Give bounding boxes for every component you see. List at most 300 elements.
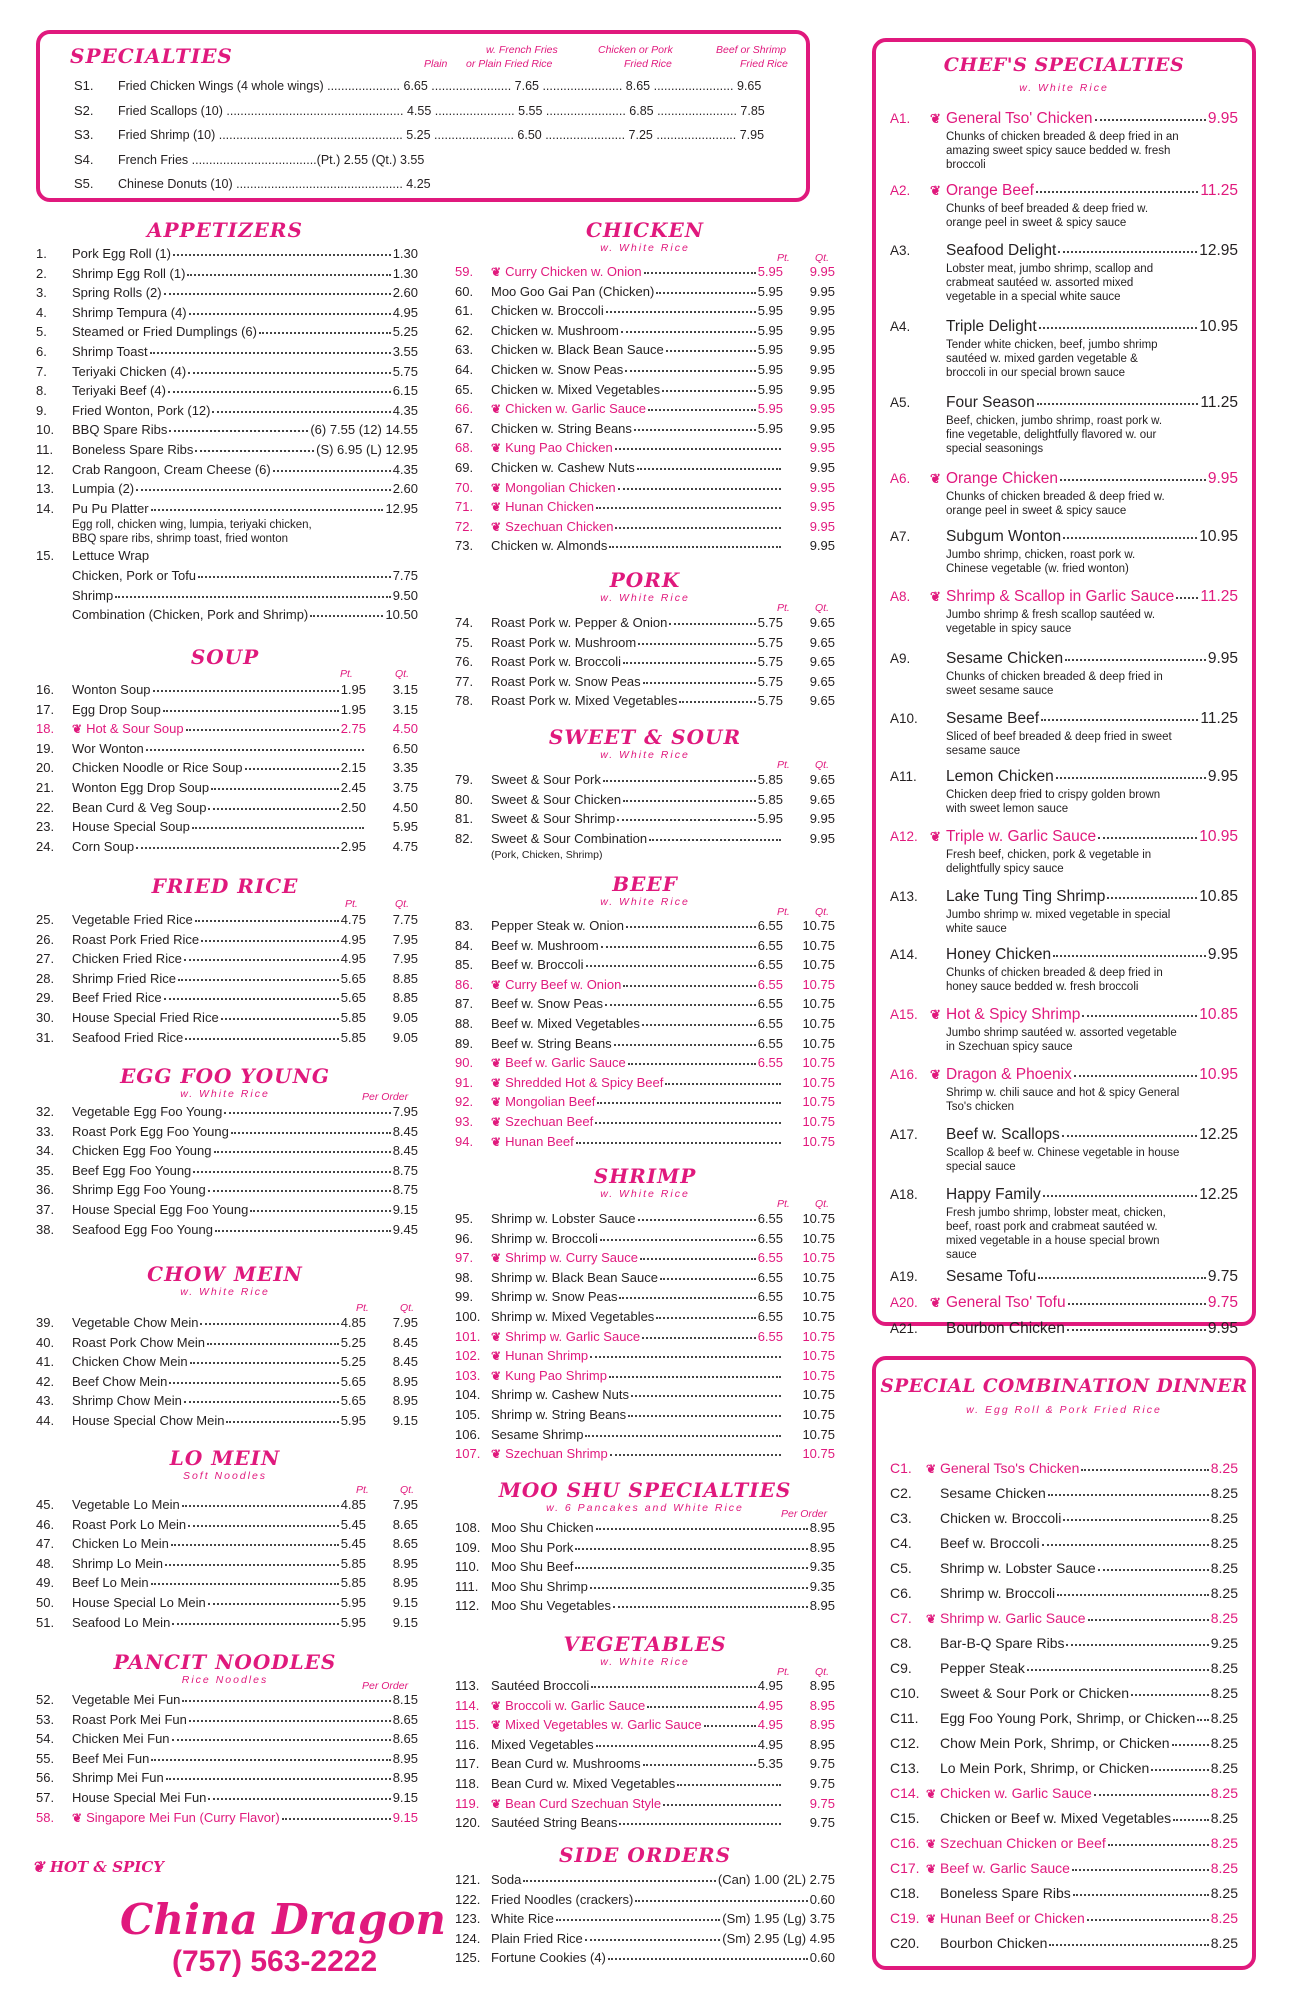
item-price-large: 9.15 (392, 1614, 418, 1630)
item-price: 11.25 (1200, 182, 1238, 199)
item-number: A13. (890, 889, 918, 904)
leader-dots (600, 1229, 756, 1241)
item-number: 48. (36, 1555, 55, 1571)
item-price-large: 9.95 (809, 830, 835, 846)
item-name: Crab Rangoon, Cream Cheese (6) (72, 461, 271, 477)
combo-item (890, 1585, 1238, 1610)
item-number: 93. (455, 1113, 474, 1129)
leader-dots (656, 1307, 755, 1319)
leader-dots (214, 1141, 391, 1153)
item-price: 8.25 (1210, 1835, 1238, 1851)
item-name: Chicken w. Broccoli (940, 1510, 1062, 1526)
egg-foo-young-list (36, 1104, 418, 1241)
item-name: House Special Egg Foo Young (72, 1201, 249, 1217)
item-price-large: 8.95 (392, 1555, 418, 1571)
item-price: 6.55 (757, 1308, 783, 1324)
leader-dots (523, 1870, 716, 1882)
combo-item (890, 1485, 1238, 1510)
item-name: Vegetable Chow Mein (72, 1315, 199, 1330)
specialties-col-chicken-b: Fried Rice (624, 58, 672, 70)
item-name: Chicken w. Garlic Sauce (940, 1785, 1092, 1801)
leader-dots (1098, 1559, 1209, 1571)
item-number: 28. (36, 970, 55, 986)
pepper-icon: ❦ (32, 1858, 45, 1876)
specialty-line: Chinese Donuts (10) ................................................ 4.25 (118, 177, 431, 191)
pepper-icon: ❦ (491, 1796, 502, 1811)
item-number: C4. (890, 1535, 912, 1551)
item-name: Mixed Vegetables (491, 1736, 594, 1752)
item-name: Broccoli w. Garlic Sauce (505, 1697, 646, 1713)
item-price-large: 9.95 (809, 538, 835, 554)
side-orders-list (455, 1872, 835, 1970)
item-price: 8.25 (1210, 1685, 1238, 1701)
item-price-large: 8.85 (392, 970, 418, 986)
item-price: 8.25 (1210, 1585, 1238, 1601)
chef-special-item (890, 1320, 1238, 1340)
leader-dots (1038, 1267, 1206, 1279)
hot-spicy-legend (32, 1858, 164, 1876)
item-price: 2.45 (340, 779, 366, 795)
item-price: 5.75 (757, 634, 783, 650)
pepper-icon: ❦ (491, 1075, 502, 1090)
item-price-large: 10.75 (802, 1074, 835, 1090)
leader-dots (1067, 1319, 1206, 1331)
item-description: Chunks of chicken breaded & deep fried in an amazing sweet spicy sauce bedded w. fresh broccoli (946, 131, 1179, 171)
item-number: C17. (890, 1860, 920, 1876)
item-price: 9.95 (1207, 946, 1238, 963)
item-name: Bar-B-Q Spare Ribs (940, 1635, 1065, 1651)
leader-dots (198, 566, 391, 578)
item-name: Szechuan Shrimp (505, 1446, 608, 1462)
pepper-icon: ❦ (930, 471, 941, 486)
item-name: Vegetable Egg Foo Young (72, 1104, 223, 1119)
leader-dots (1042, 1534, 1209, 1546)
item-price-large: 10.75 (802, 1113, 835, 1129)
item-name: Szechuan Beef (505, 1113, 594, 1129)
leader-dots (590, 1577, 808, 1589)
item-number: A6. (890, 471, 911, 486)
item-price: 4.85 (340, 1315, 366, 1330)
item-number: 7. (36, 363, 47, 379)
item-price-large: 8.85 (392, 990, 418, 1006)
pepper-icon: ❦ (491, 1718, 502, 1733)
leader-dots (136, 837, 339, 849)
item-price: 2.60 (392, 285, 418, 301)
item-price: 9.15 (392, 1789, 418, 1805)
item-price: 10.95 (1199, 828, 1238, 845)
item-name: Hunan Beef or Chicken (940, 1910, 1085, 1926)
item-price: 5.75 (757, 673, 783, 689)
item-number: 70. (455, 479, 474, 495)
item-number: 24. (36, 838, 55, 854)
pepper-icon: ❦ (491, 500, 502, 515)
chef-item-line (890, 242, 1238, 262)
pepper-icon: ❦ (72, 1810, 83, 1825)
pepper-icon: ❦ (491, 265, 502, 279)
leader-dots (644, 262, 756, 274)
item-number: 58. (36, 1809, 55, 1825)
item-price-large: 10.75 (802, 1406, 835, 1422)
item-name: Roast Pork Chow Mein (72, 1334, 205, 1350)
leader-dots (151, 1749, 390, 1761)
item-number: 120. (455, 1815, 481, 1831)
item-price-large: 9.65 (809, 772, 835, 787)
beef-qt-header: Qt. (815, 906, 830, 918)
chefs-specialties-box (872, 38, 1256, 1337)
item-price: 8.25 (1210, 1710, 1238, 1726)
item-name: Sweet & Sour Pork or Chicken (940, 1685, 1130, 1701)
item-price-large: 10.75 (802, 1367, 835, 1383)
leader-dots (576, 1132, 781, 1144)
item-price: 4.85 (340, 1497, 366, 1512)
pepper-icon: ❦ (926, 1862, 937, 1876)
chicken-qt-header: Qt. (815, 252, 830, 264)
specialty-row (74, 176, 431, 196)
chef-special-item (890, 242, 1238, 304)
item-number: 30. (36, 1009, 55, 1025)
item-name: Shrimp w. Lobster Sauce (491, 1211, 636, 1226)
chef-item-line (890, 110, 1238, 130)
item-price-large: 10.75 (802, 1269, 835, 1285)
item-number: A10. (890, 711, 918, 726)
item-name: Moo Shu Vegetables (491, 1598, 611, 1614)
chef-special-item (890, 888, 1238, 936)
item-price: 4.35 (392, 461, 418, 477)
leader-dots (677, 1774, 781, 1786)
item-name: Shrimp Mei Fun (72, 1770, 164, 1786)
item-name: Pepper Steak w. Onion (491, 918, 624, 933)
item-number: C19. (890, 1910, 920, 1926)
menu-item (455, 1815, 835, 1835)
leader-dots (250, 1200, 390, 1212)
item-name: Boneless Spare Ribs (72, 441, 194, 457)
item-price: (Can) 1.00 (2L) 2.75 (717, 1872, 835, 1887)
leader-dots (640, 1248, 756, 1260)
sweet-sour-title: SWEET & SOUR (548, 725, 742, 749)
item-price: 5.85 (340, 1029, 366, 1045)
item-name: Vegetable Fried Rice (72, 912, 193, 927)
item-name: General Tso's Chicken (940, 1460, 1080, 1476)
chefs-specialties-title: CHEF'S SPECIALTIES (943, 54, 1185, 76)
item-price: 4.75 (340, 912, 366, 927)
leader-dots (184, 1391, 339, 1403)
item-name: Chicken w. Black Bean Sauce (491, 342, 664, 358)
item-number: 41. (36, 1354, 55, 1370)
item-price: 4.35 (392, 402, 418, 418)
leader-dots (164, 283, 391, 295)
leader-dots (591, 1676, 755, 1688)
leader-dots (208, 1593, 339, 1605)
item-price: 8.95 (809, 1598, 835, 1614)
item-price: 8.95 (392, 1750, 418, 1766)
item-description: Tender white chicken, beef, jumbo shrimp sautéed w. mixed garden vegetable & broccoli in our special brown sauce (946, 339, 1158, 379)
specialty-line: Fried Chicken Wings (4 whole wings) ..................... 6.65 ....................... 7.65 ....................... 8.65 ....................... 9.65 (118, 79, 762, 93)
item-price-large: 8.95 (392, 1575, 418, 1591)
leader-dots (207, 1333, 339, 1345)
item-price: 6.55 (757, 1211, 783, 1226)
item-price: 8.25 (1210, 1660, 1238, 1676)
item-name: Soda (491, 1872, 522, 1887)
item-name: Shrimp w. Garlic Sauce (940, 1610, 1086, 1626)
item-number: 96. (455, 1230, 474, 1246)
item-price: 6.55 (757, 918, 783, 933)
item-number: 38. (36, 1221, 55, 1237)
item-name: Chicken w. Mushroom (491, 322, 619, 338)
leader-dots (596, 497, 781, 509)
leader-dots (643, 1754, 756, 1766)
pepper-icon: ❦ (926, 1787, 937, 1801)
item-number: 71. (455, 499, 474, 515)
item-price-large: 10.75 (802, 1446, 835, 1462)
pepper-icon: ❦ (491, 1095, 502, 1110)
item-number: 76. (455, 654, 474, 670)
item-number: 20. (36, 760, 55, 776)
item-name: Beef w. Mixed Vegetables (491, 1015, 640, 1031)
leader-dots (623, 975, 755, 987)
moo-shu-sub: w. 6 Pancakes and White Rice (546, 1502, 744, 1514)
leader-dots (618, 478, 781, 490)
leader-dots (1049, 1934, 1208, 1946)
leader-dots (656, 282, 755, 294)
sweet-sour-sub: w. White Rice (600, 749, 690, 761)
item-price-large: 9.95 (809, 283, 835, 299)
pork-list (455, 615, 835, 713)
leader-dots (619, 1287, 755, 1299)
leader-dots (556, 1909, 720, 1921)
item-number: A7. (890, 529, 911, 544)
chow-mein-pt-header: Pt. (356, 1302, 369, 1314)
item-price: 2.75 (340, 721, 366, 737)
item-price-large: 6.50 (392, 740, 418, 756)
item-number: 81. (455, 811, 474, 827)
leader-dots (208, 1180, 391, 1192)
item-number: A4. (890, 319, 911, 334)
menu-item (455, 1678, 835, 1698)
shrimp-title: SHRIMP (593, 1164, 697, 1188)
item-name: Egg Drop Soup (72, 701, 161, 717)
item-number: A16. (890, 1067, 918, 1082)
leader-dots (1062, 1125, 1197, 1137)
leader-dots (625, 360, 755, 372)
pepper-icon: ❦ (926, 1837, 937, 1851)
item-price: 6.55 (757, 957, 783, 973)
leader-dots (1037, 393, 1199, 405)
item-number: 27. (36, 951, 55, 967)
chef-special-item (890, 710, 1238, 758)
item-name: Chicken Chow Mein (72, 1354, 188, 1370)
leader-dots (115, 586, 391, 598)
item-number: C18. (890, 1885, 920, 1901)
leader-dots (171, 1534, 339, 1546)
item-number: 45. (36, 1497, 55, 1512)
leader-dots (662, 380, 756, 392)
item-price: 4.95 (340, 931, 366, 947)
item-number: 103. (455, 1367, 481, 1383)
item-number: 32. (36, 1104, 55, 1119)
pork-qt-header: Qt. (815, 602, 830, 614)
leader-dots (635, 1890, 807, 1902)
item-name: Roast Pork Mei Fun (72, 1711, 187, 1727)
pepper-icon: ❦ (491, 402, 502, 417)
item-number: 109. (455, 1539, 481, 1555)
item-number: C3. (890, 1510, 912, 1526)
leader-dots (201, 930, 339, 942)
item-number: 117. (455, 1756, 480, 1772)
item-price: 2.60 (392, 481, 418, 497)
item-price: 7.95 (392, 1104, 418, 1119)
soup-title: SOUP (190, 645, 260, 669)
item-price-large: 10.75 (802, 1250, 835, 1266)
item-number: 72. (455, 518, 474, 534)
item-number: 15. (36, 548, 55, 564)
leader-dots (282, 1808, 391, 1820)
item-name: Kung Pao Chicken (505, 440, 613, 456)
item-name: Hunan Chicken (505, 499, 594, 515)
item-name: Boneless Spare Ribs (940, 1885, 1071, 1901)
item-number: A11. (890, 769, 917, 784)
item-name: Sesame Beef (946, 710, 1040, 727)
pepper-icon: ❦ (72, 722, 83, 737)
menu-item (455, 362, 835, 382)
item-name: Vegetable Lo Mein (72, 1497, 180, 1512)
chef-item-line (890, 1268, 1238, 1288)
chef-special-item (890, 470, 1238, 518)
chicken-title: CHICKEN (586, 218, 704, 242)
combo-item (890, 1510, 1238, 1535)
item-price-large: 8.95 (809, 1697, 835, 1713)
item-name: Lumpia (2) (72, 481, 135, 497)
item-number: 85. (455, 957, 474, 973)
chef-item-line (890, 828, 1238, 848)
leader-dots (208, 798, 338, 810)
pancit-list (36, 1692, 418, 1829)
item-description: Fresh jumbo shrimp, lobster meat, chicken, beef, roast pork and crabmeat sautéed w. mixed vegetable in a house special brown sauce (946, 1207, 1166, 1261)
pepper-icon: ❦ (930, 183, 941, 198)
item-name: Chicken Lo Mein (72, 1536, 169, 1552)
item-description: Chicken deep fried to crispy golden brown with sweet lemon sauce (946, 789, 1161, 815)
item-number: S5. (74, 176, 94, 191)
chef-item-line (890, 1186, 1238, 1206)
leader-dots (189, 303, 391, 315)
item-price-large: 9.65 (809, 673, 835, 689)
item-number: A17. (890, 1127, 918, 1142)
menu-item (36, 1615, 418, 1635)
item-number: 25. (36, 912, 55, 927)
item-price: 6.55 (757, 1055, 783, 1071)
chef-item-line (890, 394, 1238, 414)
item-price-large: 8.95 (809, 1678, 835, 1693)
item-number: 83. (455, 918, 474, 933)
item-name: Seafood Fried Rice (72, 1029, 184, 1045)
item-name: Beef w. String Beans (491, 1035, 612, 1051)
item-number: 21. (36, 779, 55, 795)
beef-title: BEEF (612, 872, 678, 896)
leader-dots (660, 1268, 756, 1280)
chef-special-item (890, 588, 1238, 636)
item-number: 40. (36, 1334, 55, 1350)
item-price: 5.45 (340, 1536, 366, 1552)
item-number: 64. (455, 361, 474, 377)
item-number: 53. (36, 1711, 55, 1727)
item-price-large: 10.75 (802, 1289, 835, 1305)
leader-dots (166, 1768, 391, 1780)
item-price: 5.85 (757, 772, 783, 787)
leader-dots (1048, 1484, 1209, 1496)
leader-dots (1151, 1759, 1208, 1771)
pepper-icon: ❦ (491, 1447, 502, 1462)
item-price: 8.45 (392, 1143, 418, 1159)
leader-dots (136, 479, 391, 491)
item-number: 12. (36, 461, 55, 477)
leader-dots (609, 536, 781, 548)
item-price-large: 9.15 (392, 1412, 418, 1428)
item-price: 9.95 (1207, 1320, 1238, 1337)
pepper-icon: ❦ (930, 1007, 941, 1022)
leader-dots (704, 1715, 756, 1727)
item-number: 29. (36, 990, 55, 1006)
specialty-row (74, 152, 424, 172)
item-price-large: 10.75 (802, 1230, 835, 1246)
item-price-large: 10.75 (802, 918, 835, 933)
item-name: Shrimp w. Cashew Nuts (491, 1387, 629, 1403)
item-number: 39. (36, 1315, 55, 1330)
item-price: 5.75 (392, 363, 418, 379)
item-number: 98. (455, 1269, 474, 1285)
item-description: Chunks of chicken breaded & deep fried in honey sauce bedded w. fresh broccoli (946, 967, 1163, 993)
leader-dots (187, 264, 390, 276)
item-name: Triple Delight (946, 318, 1037, 335)
item-price-large: 10.75 (802, 1348, 835, 1364)
leader-dots (1176, 587, 1198, 599)
item-price: 5.75 (757, 693, 783, 709)
leader-dots (188, 362, 391, 374)
item-number: A3. (890, 243, 911, 258)
chef-special-item (890, 394, 1238, 456)
item-number: 106. (455, 1426, 481, 1442)
menu-item (455, 382, 835, 402)
vegetables-sub: w. White Rice (600, 1656, 690, 1668)
item-name: House Special Mei Fun (72, 1789, 207, 1805)
item-price: 5.65 (340, 1393, 366, 1409)
leader-dots (663, 1794, 781, 1806)
item-number: 10. (36, 422, 55, 438)
item-name: Moo Shu Pork (491, 1539, 574, 1555)
item-name: Chicken Mei Fun (72, 1731, 170, 1747)
item-number: 50. (36, 1594, 55, 1610)
beef-pt-header: Pt. (777, 906, 790, 918)
item-name: General Tso' Tofu (946, 1294, 1066, 1311)
item-name: House Special Fried Rice (72, 1009, 219, 1025)
item-number: 43. (36, 1393, 55, 1409)
item-number: 125. (455, 1950, 481, 1966)
leader-dots (1197, 1709, 1208, 1721)
item-name: Moo Shu Shrimp (491, 1578, 588, 1594)
item-name: Bourbon Chicken (940, 1935, 1048, 1951)
item-name: Shrimp Chow Mein (72, 1393, 182, 1409)
leader-dots (643, 672, 756, 684)
item-price: 2.15 (340, 760, 366, 776)
item-price: 4.95 (340, 951, 366, 967)
leader-dots (1053, 945, 1206, 957)
item-number: 37. (36, 1201, 55, 1217)
leader-dots (1068, 1293, 1206, 1305)
item-name: House Special Soup (72, 819, 190, 835)
item-number: C11. (890, 1710, 919, 1726)
item-name: Roast Pork w. Mushroom (491, 634, 637, 650)
pork-title: PORK (609, 568, 681, 592)
item-number: 121. (455, 1872, 481, 1887)
leader-dots (585, 1425, 781, 1437)
